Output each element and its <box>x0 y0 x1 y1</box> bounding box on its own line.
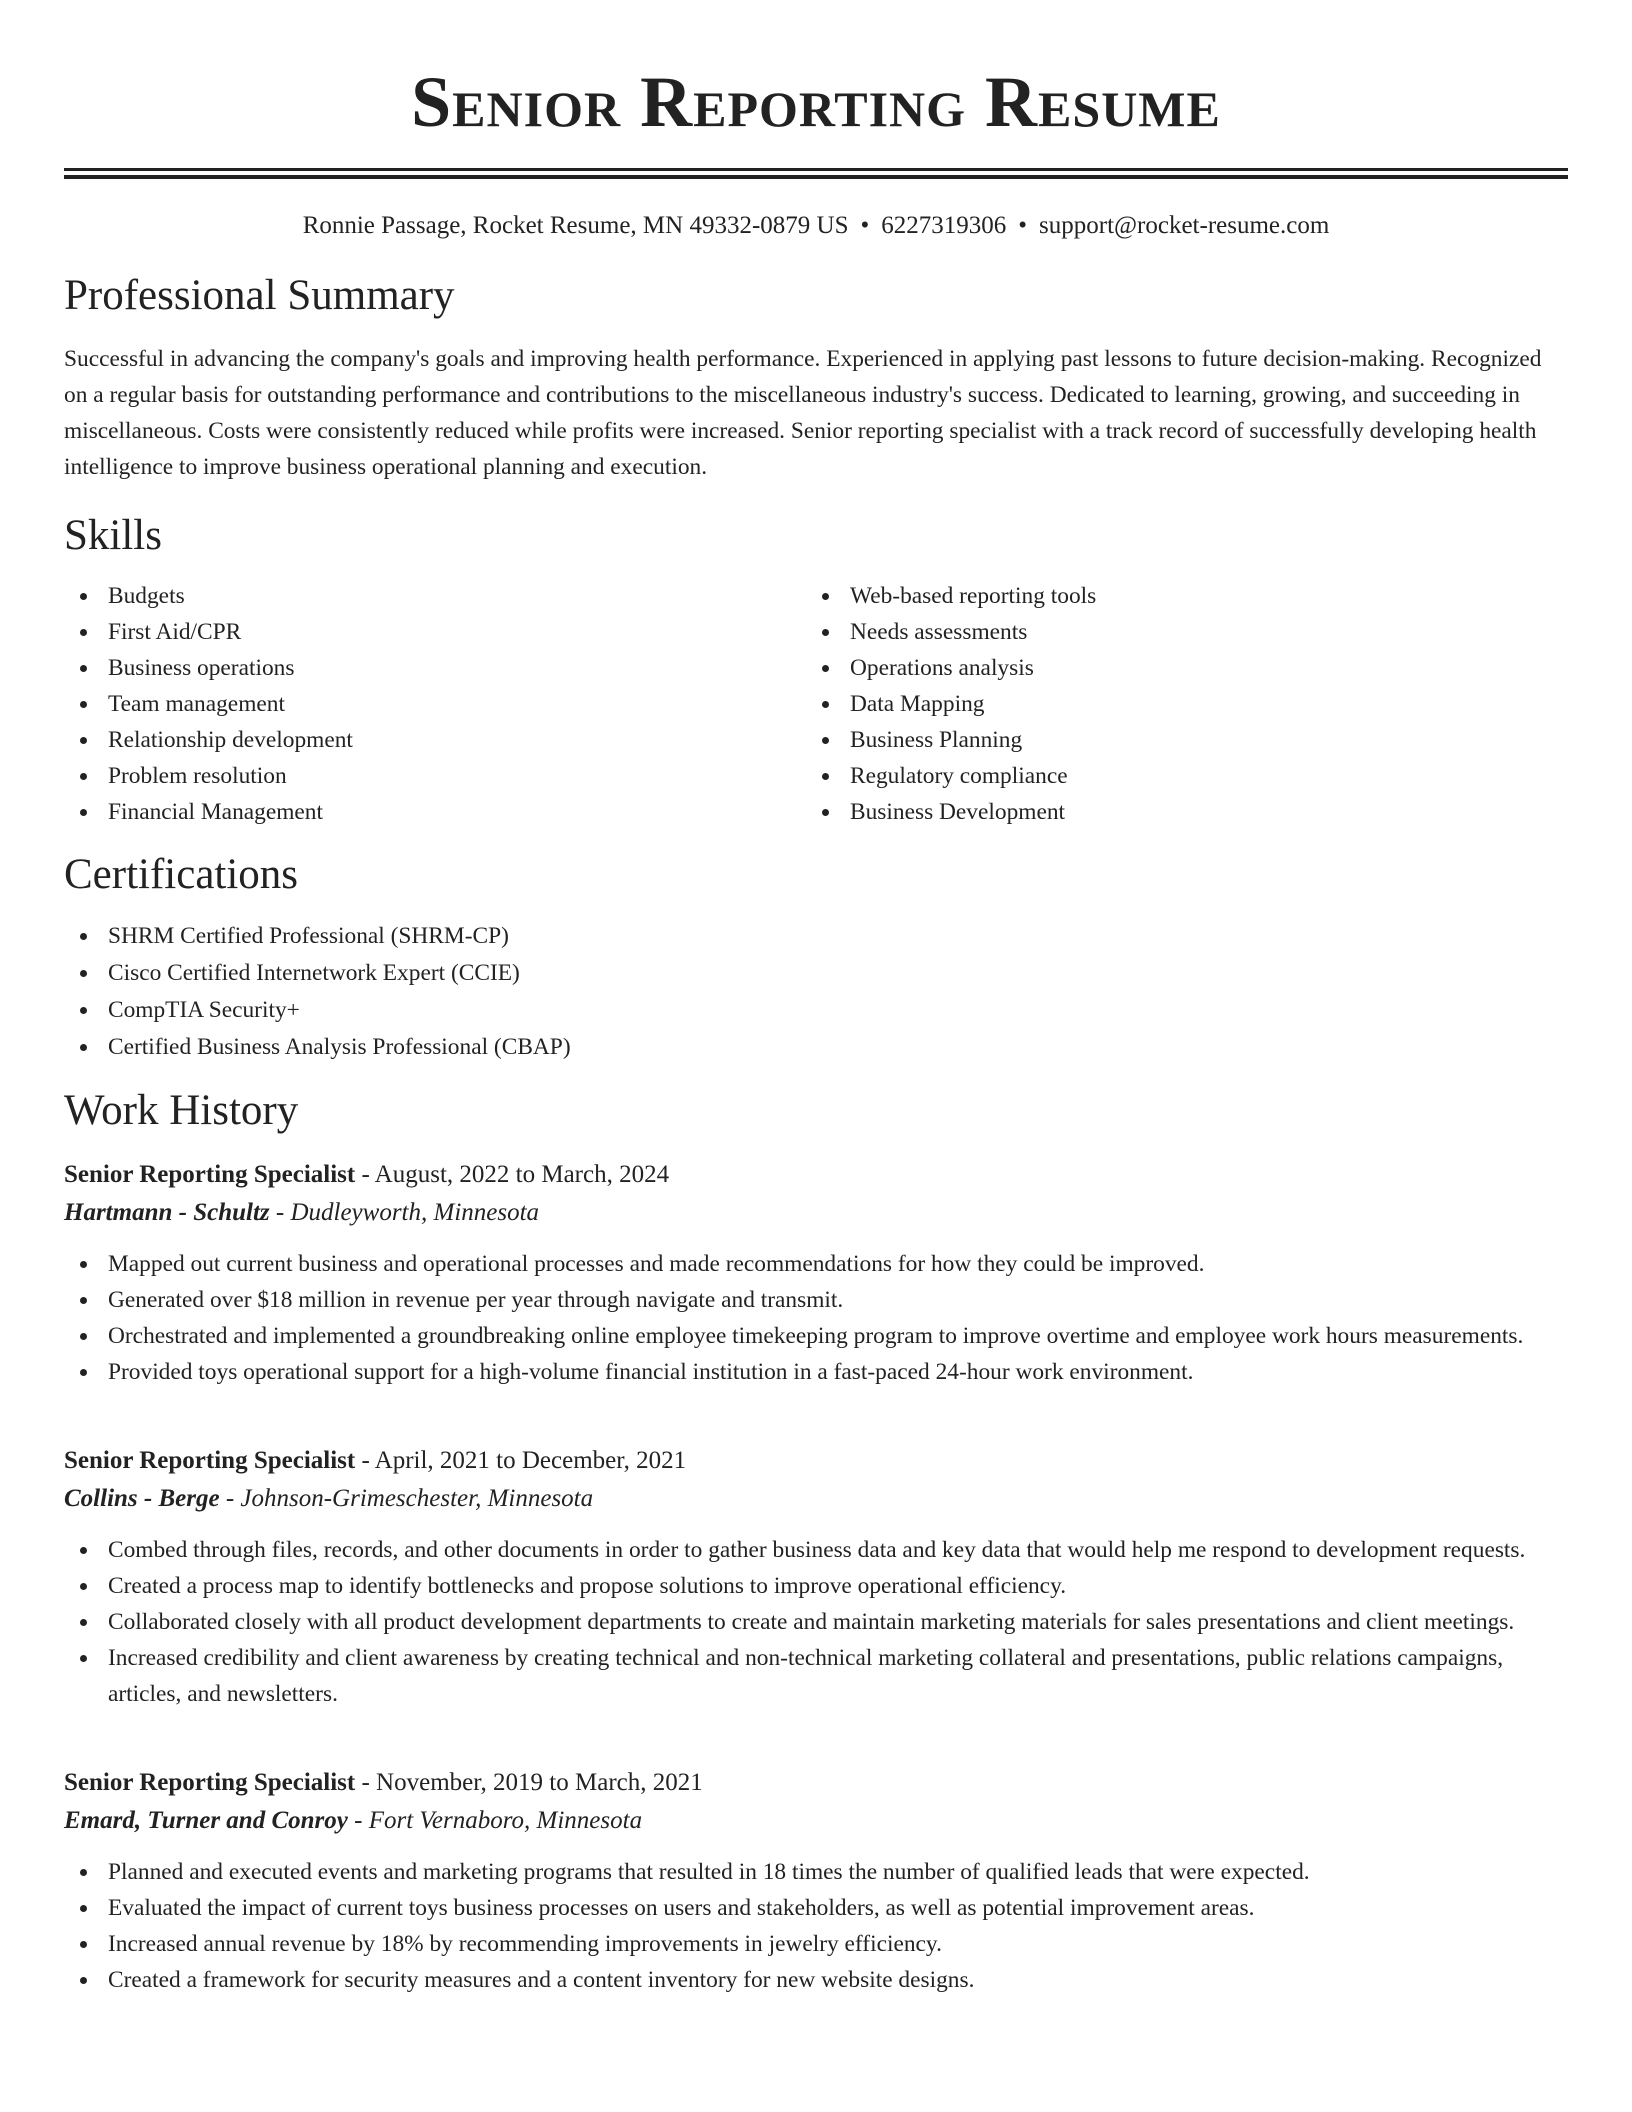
contact-email: support@rocket-resume.com <box>1039 212 1330 239</box>
job-entry <box>64 1764 1568 1998</box>
contact-address: Ronnie Passage, Rocket Resume, MN 49332-0879 US <box>302 212 849 239</box>
job-bullet: Created a process map to identify bottlenecks and propose solutions to improve operational efficiency. <box>64 1568 1568 1604</box>
resume-title: Senior Reporting Resume <box>411 62 1221 142</box>
job-location: - Dudleyworth, Minnesota <box>269 1199 540 1226</box>
job-title-line <box>64 1764 1568 1802</box>
job-bullet: Mapped out current business and operational processes and made recommendations for how they could be improved. <box>64 1246 1568 1282</box>
list-item: Team management <box>64 686 806 722</box>
list-item: Business operations <box>64 650 806 686</box>
list-item: Business Development <box>806 794 1548 830</box>
list-item: Problem resolution <box>64 758 806 794</box>
job-role: Senior Reporting Specialist <box>64 1161 356 1188</box>
work-history-list <box>64 1156 1568 1998</box>
job-bullet: Increased annual revenue by 18% by recommending improvements in jewelry efficiency. <box>64 1926 1568 1962</box>
list-item: SHRM Certified Professional (SHRM-CP) <box>64 918 1568 955</box>
skills-list-left <box>64 578 806 830</box>
job-bullet: Collaborated closely with all product development departments to create and maintain marketing materials for sales presentations and client meetings. <box>64 1604 1568 1640</box>
job-company: Collins - Berge <box>64 1485 220 1512</box>
job-bullet: Combed through files, records, and other documents in order to gather business data and key data that would help me respond to development requests. <box>64 1532 1568 1568</box>
list-item: Business Planning <box>806 722 1548 758</box>
summary-heading: Professional Summary <box>64 272 455 319</box>
job-bullet: Generated over $18 million in revenue per year through navigate and transmit. <box>64 1282 1568 1318</box>
job-bullet: Evaluated the impact of current toys business processes on users and stakeholders, as well as potential improvement areas. <box>64 1890 1568 1926</box>
job-bullets <box>64 1854 1568 1998</box>
skills-columns <box>64 578 1568 830</box>
list-item: CompTIA Security+ <box>64 992 1568 1029</box>
job-entry <box>64 1442 1568 1712</box>
resume-page <box>64 0 1568 1998</box>
contact-separator: • <box>860 212 870 239</box>
job-location: - Johnson-Grimeschester, Minnesota <box>219 1485 594 1512</box>
list-item: Regulatory compliance <box>806 758 1548 794</box>
certifications-list <box>64 918 1568 1066</box>
job-role: Senior Reporting Specialist <box>64 1447 356 1474</box>
job-bullet: Provided toys operational support for a high-volume financial institution in a fast-paced 24-hour work environment. <box>64 1354 1568 1390</box>
job-company-line <box>64 1480 1568 1518</box>
job-bullets <box>64 1532 1568 1712</box>
list-item: Data Mapping <box>806 686 1548 722</box>
job-title-line <box>64 1156 1568 1194</box>
list-item: Certified Business Analysis Professional (CBAP) <box>64 1029 1568 1066</box>
list-item: Needs assessments <box>806 614 1548 650</box>
job-dates: - April, 2021 to December, 2021 <box>355 1447 687 1474</box>
list-item: Web-based reporting tools <box>806 578 1548 614</box>
contact-phone: 6227319306 <box>881 212 1007 239</box>
work-history-heading: Work History <box>64 1087 299 1134</box>
job-company: Hartmann - Schultz <box>64 1199 270 1226</box>
contact-separator: • <box>1018 212 1028 239</box>
certifications-heading: Certifications <box>64 851 299 898</box>
title-divider <box>64 168 1568 179</box>
job-dates: - November, 2019 to March, 2021 <box>355 1769 703 1796</box>
skills-heading: Skills <box>64 512 162 559</box>
skills-list-right <box>806 578 1548 830</box>
job-bullet: Created a framework for security measures and a content inventory for new website designs. <box>64 1962 1568 1998</box>
job-entry <box>64 1156 1568 1390</box>
list-item: Budgets <box>64 578 806 614</box>
list-item: Cisco Certified Internetwork Expert (CCIE) <box>64 955 1568 992</box>
job-bullet: Increased credibility and client awareness by creating technical and non-technical marketing collateral and presentations, public relations campaigns, articles, and newsletters. <box>64 1640 1568 1712</box>
job-role: Senior Reporting Specialist <box>64 1769 356 1796</box>
job-dates: - August, 2022 to March, 2024 <box>355 1161 670 1188</box>
list-item: Financial Management <box>64 794 806 830</box>
contact-line <box>64 209 1568 243</box>
list-item: Relationship development <box>64 722 806 758</box>
list-item: Operations analysis <box>806 650 1548 686</box>
list-item: First Aid/CPR <box>64 614 806 650</box>
job-company-line <box>64 1194 1568 1232</box>
job-company: Emard, Turner and Conroy <box>64 1807 348 1834</box>
job-company-line <box>64 1802 1568 1840</box>
job-bullet: Planned and executed events and marketing programs that resulted in 18 times the number of qualified leads that were expected. <box>64 1854 1568 1890</box>
summary-text: Successful in advancing the company's goals and improving health performance. Experienced in applying past lessons to future decision-making. Recognized on a regular basis for outstanding performance and contributions to the miscellaneous industry's success. Dedicated to learning, growing, and succeeding in miscellaneous. Costs were consistently reduced while profits were increased. Senior reporting specialist with a track record of successfully developing health intelligence to improve business operational planning and execution. <box>64 346 1542 480</box>
job-title-line <box>64 1442 1568 1480</box>
job-bullets <box>64 1246 1568 1390</box>
job-location: - Fort Vernaboro, Minnesota <box>347 1807 643 1834</box>
job-bullet: Orchestrated and implemented a groundbreaking online employee timekeeping program to improve overtime and employee work hours measurements. <box>64 1318 1568 1354</box>
